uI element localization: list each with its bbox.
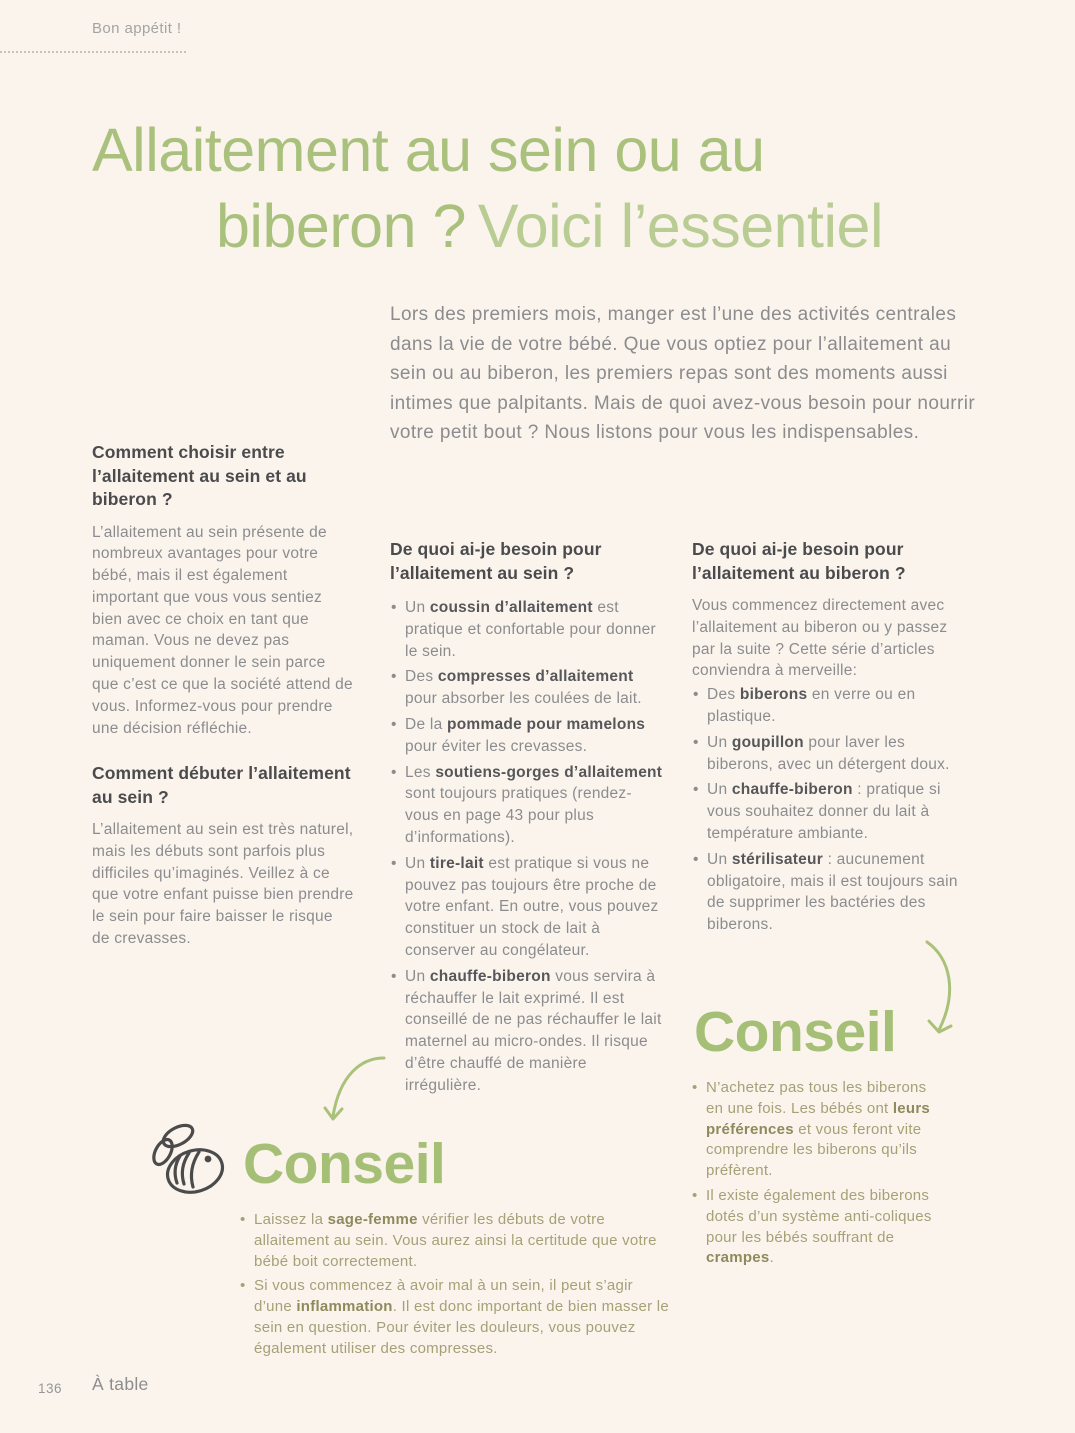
list-item: • Un goupillon pour laver les biberons, avec un détergent doux. xyxy=(692,732,970,776)
conseil-heading: Conseil xyxy=(694,1000,897,1064)
breastfeeding-needs-list xyxy=(390,597,665,1097)
section-body: L’allaitement au sein présente de nombreux avantages pour votre bébé, mais il est également important que vous vous sentiez bien avec ce choix en tant que maman. Vous ne devez pas uniquement donner le sein parce que c’est ce que la société attend de vous. Informez-vous pour prendre une décision réfléchie. xyxy=(92,523,353,737)
list-item: • Un coussin d’allaitement est pratique et confortable pour donner le sein. xyxy=(390,597,665,662)
bottle-needs-list xyxy=(692,684,970,936)
section-heading: Comment débuter l’allaitement au sein ? xyxy=(92,763,351,807)
left-column-section-start xyxy=(92,762,364,950)
section-body: L’allaitement au sein est très naturel, mais les débuts sont parfois plus difficiles qu’imaginés. Veillez à ce que votre enfant puisse bien prendre le sein pour faire baisser le risque de crevasses. xyxy=(92,821,354,947)
page-number: 136 xyxy=(38,1381,63,1396)
list-item: • Un chauffe-biberon : pratique si vous souhaitez donner du lait à température ambiante. xyxy=(692,779,970,844)
dotted-rule xyxy=(0,51,186,53)
curved-arrow-down-icon xyxy=(320,1050,388,1128)
list-item: • Des compresses d’allaitement pour absorber les coulées de lait. xyxy=(390,666,665,710)
footer-section-label: À table xyxy=(92,1374,149,1394)
title-line2-light: Voici l’essentiel xyxy=(477,192,884,260)
section-heading: De quoi ai-je besoin pour l’allaitement au biberon ? xyxy=(692,539,906,583)
conseil-left-list xyxy=(240,1210,672,1364)
section-heading: Comment choisir entre l’allaitement au sein et au biberon ? xyxy=(92,442,307,509)
list-item: • Un tire-lait est pratique si vous ne pouvez pas toujours être proche de votre enfant. En outre, vous pouvez constituer un stock de lait à conserver au congélateur. xyxy=(390,853,665,962)
intro-paragraph: Lors des premiers mois, manger est l’une des activités centrales dans la vie de votre bébé. Que vous optiez pour l’allaitement au sein ou au biberon, les premiers repas sont des moments aussi intimes que palpitants. Mais de quoi avez-vous besoin pour nourrir votre petit bout ? Nous listons pour vous les indispensables. xyxy=(390,304,976,443)
list-item: • Un chauffe-biberon vous servira à réchauffer le lait exprimé. Il est conseillé de ne pas réchauffer le lait maternel au micro-ondes. Il risque d’être chauffé de manière irrégulière. xyxy=(390,966,665,1097)
list-item: • Les soutiens-gorges d’allaitement sont toujours pratiques (rendez-vous en page 43 pour plus d’informations). xyxy=(390,762,665,849)
left-column-section-choose xyxy=(92,441,364,739)
list-item: • De la pommade pour mamelons pour éviter les crevasses. xyxy=(390,714,665,758)
middle-column-breastfeeding-needs xyxy=(390,538,665,1101)
title-line2-main: biberon ? xyxy=(216,192,466,260)
section-heading: De quoi ai-je besoin pour l’allaitement au sein ? xyxy=(390,539,602,583)
list-item: • N’achetez pas tous les biberons en une fois. Les bébés ont leurs préférences et vous feront vite comprendre les biberons qu’ils préfèrent. xyxy=(692,1078,946,1182)
list-item: • Il existe également des biberons dotés d’un système anti-coliques pour les bébés souffrant de crampes. xyxy=(692,1186,946,1269)
curved-arrow-down-icon xyxy=(920,938,966,1040)
right-column-bottle-needs xyxy=(692,538,970,940)
title-line1: Allaitement au sein ou au xyxy=(92,116,765,184)
list-item: • Des biberons en verre ou en plastique. xyxy=(692,684,970,728)
list-item: • Laissez la sage-femme vérifier les débuts de votre allaitement au sein. Vous aurez ainsi la certitude que votre bébé boit correctement. xyxy=(240,1210,672,1272)
bee-icon xyxy=(150,1122,230,1200)
list-item: • Si vous commencez à avoir mal à un sein, il peut s’agir d’une inflammation. Il est donc important de bien masser le sein en question. Pour éviter les douleurs, vous pouvez également utiliser des compresses. xyxy=(240,1276,672,1359)
page-title xyxy=(92,112,883,264)
conseil-right-list xyxy=(692,1078,946,1273)
section-kicker: Bon appétit ! xyxy=(92,20,182,37)
section-lead: Vous commencez directement avec l’allaitement au biberon ou y passez par la suite ? Cette série d’articles conviendra à merveille: xyxy=(692,597,948,680)
list-item: • Un stérilisateur : aucunement obligatoire, mais il est toujours sain de supprimer les bactéries des biberons. xyxy=(692,849,970,936)
conseil-heading: Conseil xyxy=(243,1132,446,1196)
